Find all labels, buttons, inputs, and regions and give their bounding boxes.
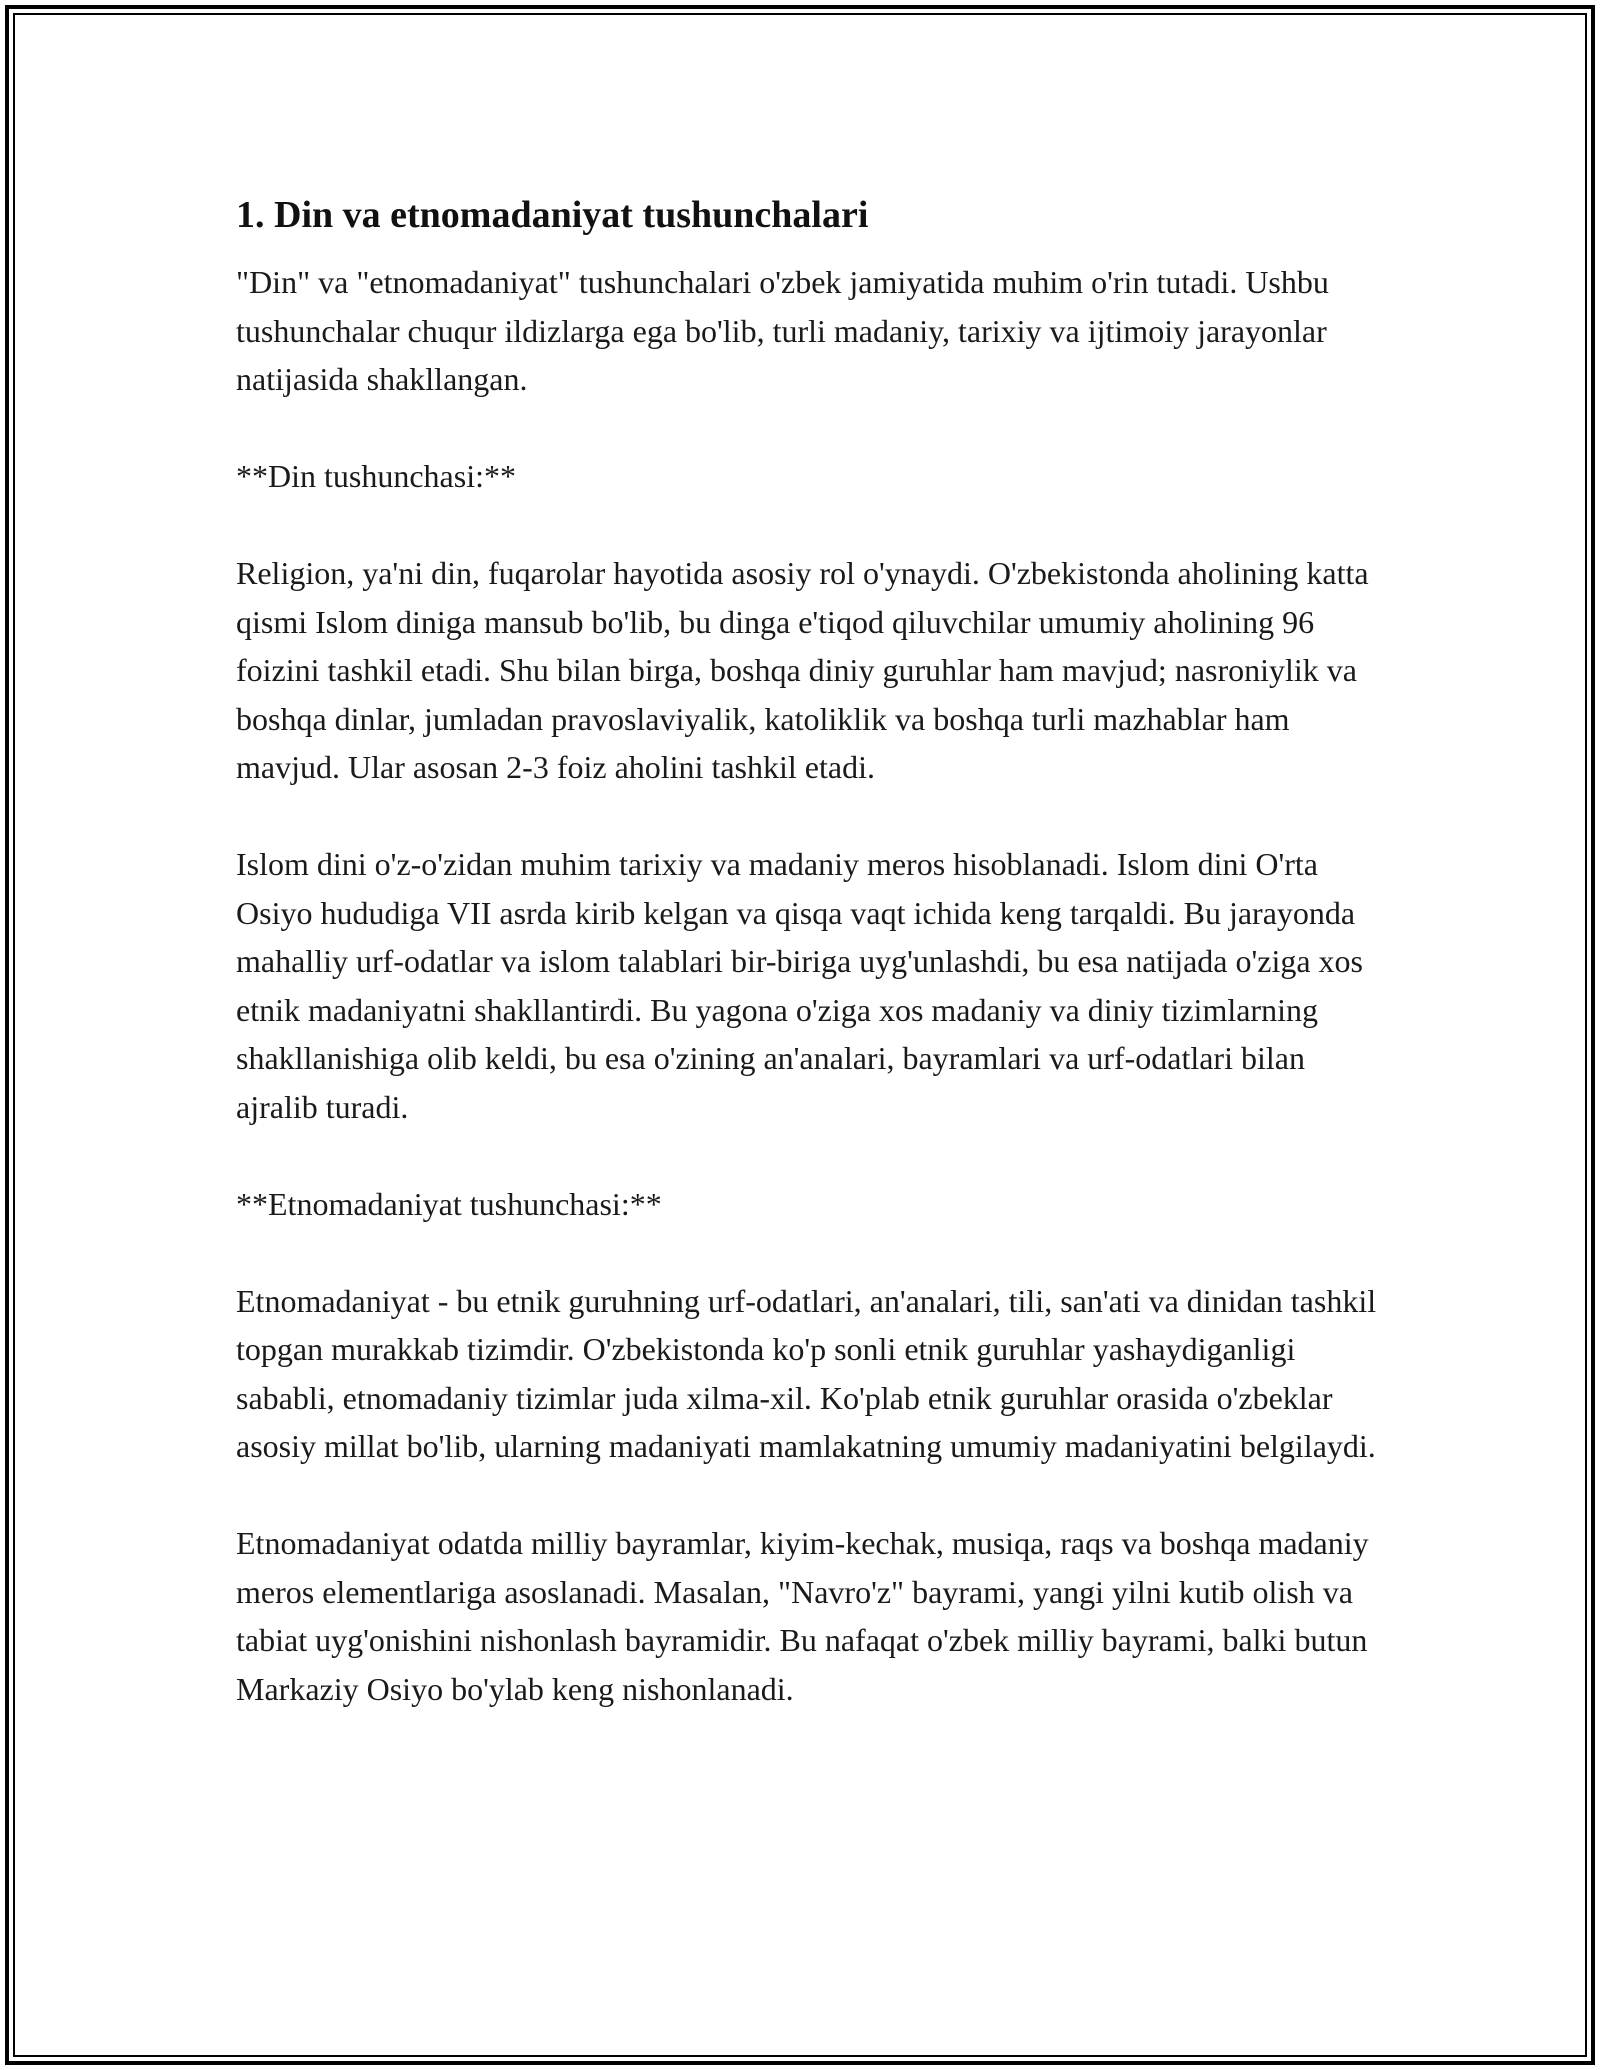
paragraph-etnomadaniyat-definition: Etnomadaniyat - bu etnik guruhning urf-odatlari, an'analari, tili, san'ati va dinidan tashkil topgan murakkab tizimdir. O'zbekistonda ko'p sonli etnik guruhlar yashaydiganligi sababli, etnomadaniy tizimlar juda xilma-xil. Ko'plab etnik guruhlar orasida o'zbeklar asosiy millat bo'lib, ularning madaniyati mamlakatning umumiy madaniyatini belgilaydi. [236,1282,1377,1464]
paragraph-navroz: Etnomadaniyat odatda milliy bayramlar, kiyim-kechak, musiqa, raqs va boshqa madaniy meros elementlariga asoslanadi. Masalan, "Navro'z" bayrami, yangi yilni kutib olish va tabiat uyg'onishini nishonlash bayramidir. Bu nafaqat o'zbek milliy bayrami, balki butun Markaziy Osiyo bo'ylab keng nishonlanadi. [236,1525,1369,1707]
subheading-etnomadaniyat: **Etnomadaniyat tushunchasi:** [236,1185,662,1222]
intro-paragraph: "Din" va "etnomadaniyat" tushunchalari o'zbek jamiyatida muhim o'rin tutadi. Ushbu tushunchalar chuqur ildizlarga ega bo'lib, turli madaniy, tarixiy va ijtimoiy jarayonlar natijasida shakllangan. [236,264,1329,397]
subheading-din: **Din tushunchasi:** [236,458,516,494]
paragraph-din-statistics: Religion, ya'ni din, fuqarolar hayotida asosiy rol o'ynaydi. O'zbekistonda aholining katta qismi Islom diniga mansub bo'lib, bu dinga e'tiqod qiluvchilar umumiy aholining 96 foizini tashkil etadi. Shu bilan birga, boshqa diniy guruhlar ham mavjud; nasroniylik va boshqa dinlar, jumladan pravoslaviyalik, katoliklik va boshqa turli mazhablar ham mavjud. Ular asosan 2-3 foiz aholini tashkil etadi. [236,555,1369,785]
document-body [236,188,1386,1713]
paragraph-islom-history: Islom dini o'z-o'zidan muhim tarixiy va madaniy meros hisoblanadi. Islom dini O'rta Osiyo hududiga VII asrda kirib kelgan va qisqa vaqt ichida keng tarqaldi. Bu jarayonda mahalliy urf-odatlar va islom talablari bir-biriga uyg'unlashdi, bu esa natijada o'ziga xos etnik madaniyatni shakllantirdi. Bu yagona o'ziga xos madaniy va diniy tizimlarning shakllanishiga olib keldi, bu esa o'zining an'analari, bayramlari va urf-odatlari bilan ajralib turadi. [236,846,1363,1125]
section-heading: 1. Din va etnomadaniyat tushunchalari [236,194,869,236]
